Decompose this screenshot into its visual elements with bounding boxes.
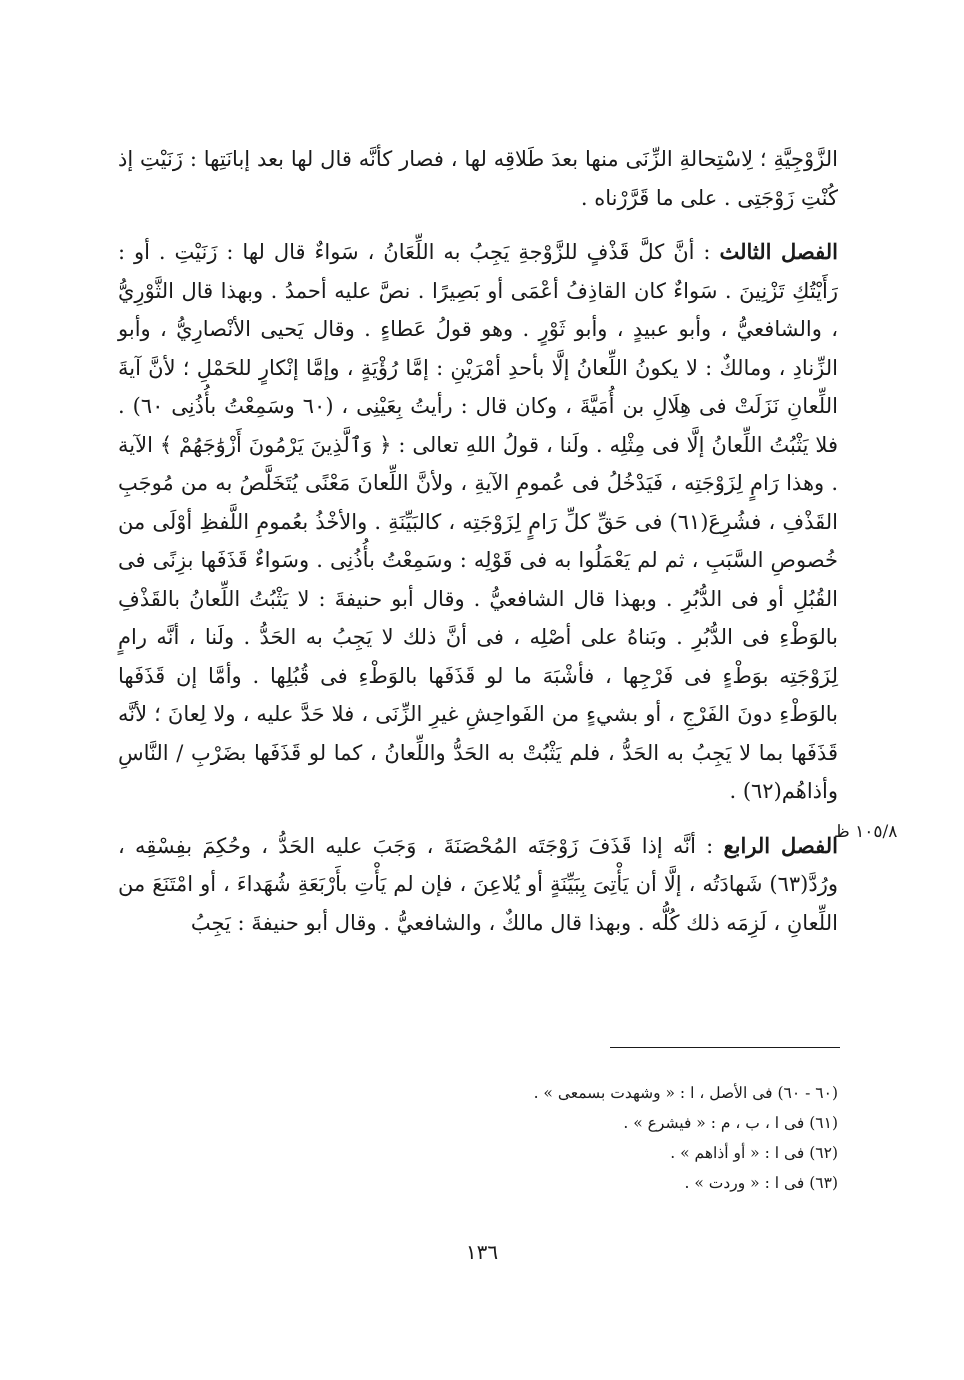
- footnote: (٦٣) فى ا : « وردت » .: [684, 1174, 838, 1192]
- paragraph-section-three: [118, 233, 838, 811]
- body-text: [118, 140, 838, 942]
- paragraph-text: الزَّوْجِيَّةِ ؛ لِاسْتِحالةِ الزِّنَى منها بعدَ طَلاقِه لها ، فصار كأنَّه قال لها بعد إبانَتِها : زَنَيْتِ إذ كُنْتِ زَوْجَتِى . على ما قَرَّرْناه .: [118, 147, 838, 210]
- paragraph-continuation: [118, 140, 838, 217]
- section-heading: الفصل الرابع: [723, 832, 838, 858]
- paragraph-text: : أنَّ كلَّ قَذْفٍ للزَّوْجةِ يَجِبُ به اللِّعَانُ ، سَواءٌ قال لها : زَنَيْتِ . أو : رَأَيْتُكِ تَزْنِينَ . سَواءٌ كان القاذِفُ أعْمَى أو بَصِيرًا . نصَّ عليه أحمدُ . وبهذا قال الثَّوْرِيُّ ، والشافعيُّ ، وأبو عبيدٍ ، وأبو ثَوْرٍ . وهو قولُ عَطاءٍ . وقال يَحيى الأنْصارِيُّ ، وأبو الزِّنادِ ، ومالكٌ : لا يكونُ اللِّعانُ إلَّا بأحدِ أمْرَيْنِ : إمَّا رُؤْيَةٍ ، وإمَّا إنْكارٍ للحَمْلِ ؛ لأنَّ آيةَ اللِّعانِ نَزَلَتْ فى هِلَالِ بن أُمَيَّةَ ، وكان قال : رأيتُ بِعَيْنِى ، (٦٠ وسَمِعْتُ بأُذُنِى ٦٠) . فلا يَثْبُتُ اللِّعانُ إلَّا فى مِثْلِه . ولَنا ، قولُ اللهِ تعالى : ﴿ وَٱلَّذِينَ يَرْمُونَ أَزْوَٰجَهُمْ ﴾ الآية . وهذا رَامٍ لِزَوْجَتِه ، فَيَدْخُلُ فى عُمومِ الآيةِ ، ولأنَّ اللِّعانَ مَعْنًى يُتَخَلَّصُ به من مُوجَبِ القَذْفِ ، فشُرِعَ(٦١) فى حَقِّ كلِّ رَامٍ لِزَوْجَتِه ، كالبَيِّنَةِ . والأخْذُ بعُمومِ اللَّفظِ أوْلَى من خُصوصِ السَّبَبِ ، ثم لم يَعْمَلُوا به فى قَوْلِه : وسَمِعْتُ بأُذُنِى . وسَواءٌ قَذَفَها بزِنًى فى القُبُلِ أو فى الدُّبُرِ . وبهذا قال الشافعيُّ . وقال أبو حنيفةَ : لا يَثْبُتُ اللِّعانُ بالقَذْفِ بالوَطْءِ فى الدُّبُرِ . وبَناهُ على أصْلِه ، فى أنَّ ذلك لا يَجِبُ به الحَدُّ . ولَنا ، أنَّه رامٍ لِزَوْجَتِه بوَطْءٍ فى فَرْجِها ، فأشْبَهَ ما لو قَذَفَها بالوَطْءِ فى قُبُلِها . وأمَّا إن قَذَفَها بالوَطْءِ دونَ الفَرْجِ ، أو بشيءٍ من الفَواحِشِ غيرِ الزِّنَى ، فلا حَدَّ عليه ، ولا لِعانَ ؛ لأنَّه قَذَفَها بما لا يَجِبُ به الحَدُّ ، فلم يَثْبُتْ به الحَدُّ واللِّعانُ ، كما لو قَذَفَها بضَرْبِ / النَّاسِ وأذاهُم(٦٢) .: [118, 240, 839, 803]
- footnote: (٦١) فى ا ، ب ، م : « فيشرع » .: [623, 1114, 838, 1132]
- footnote-divider: [610, 1047, 840, 1048]
- page-number: ١٣٦: [465, 1240, 499, 1264]
- margin-folio-note: ١٠٥/٨ ظ: [834, 822, 898, 842]
- section-heading: الفصل الثالث: [719, 239, 838, 264]
- footnote: (٦٠ - ٦٠) فى الأصل ، ا : « وشهدت بسمعى » .: [533, 1084, 838, 1102]
- paragraph-text: : أنَّه إذا قَذَفَ زَوْجَتَه المُحْصَنَةَ ، وَجَبَ عليه الحَدُّ ، وحُكِمَ بفِسْقِه ، ورُدَّ(٦٣) شَهادَتُه ، إلَّا أن يَأْتِىَ بِبَيِّنَةٍ أو يُلاعِنَ ، فإن لم يَأْتِ بأَرْبَعَةِ شُهَداءَ ، أو امْتَنَعَ من اللِّعانِ ، لَزِمَه ذلك كُلُّه . وبهذا قال مالكٌ ، والشافعيُّ . وقال أبو حنيفةَ : يَجِبُ: [118, 833, 838, 935]
- paragraph-section-four: [118, 827, 838, 943]
- footnote: (٦٢) فى ا : « أو أذاهم » .: [670, 1144, 838, 1162]
- footnotes: [420, 1078, 838, 1198]
